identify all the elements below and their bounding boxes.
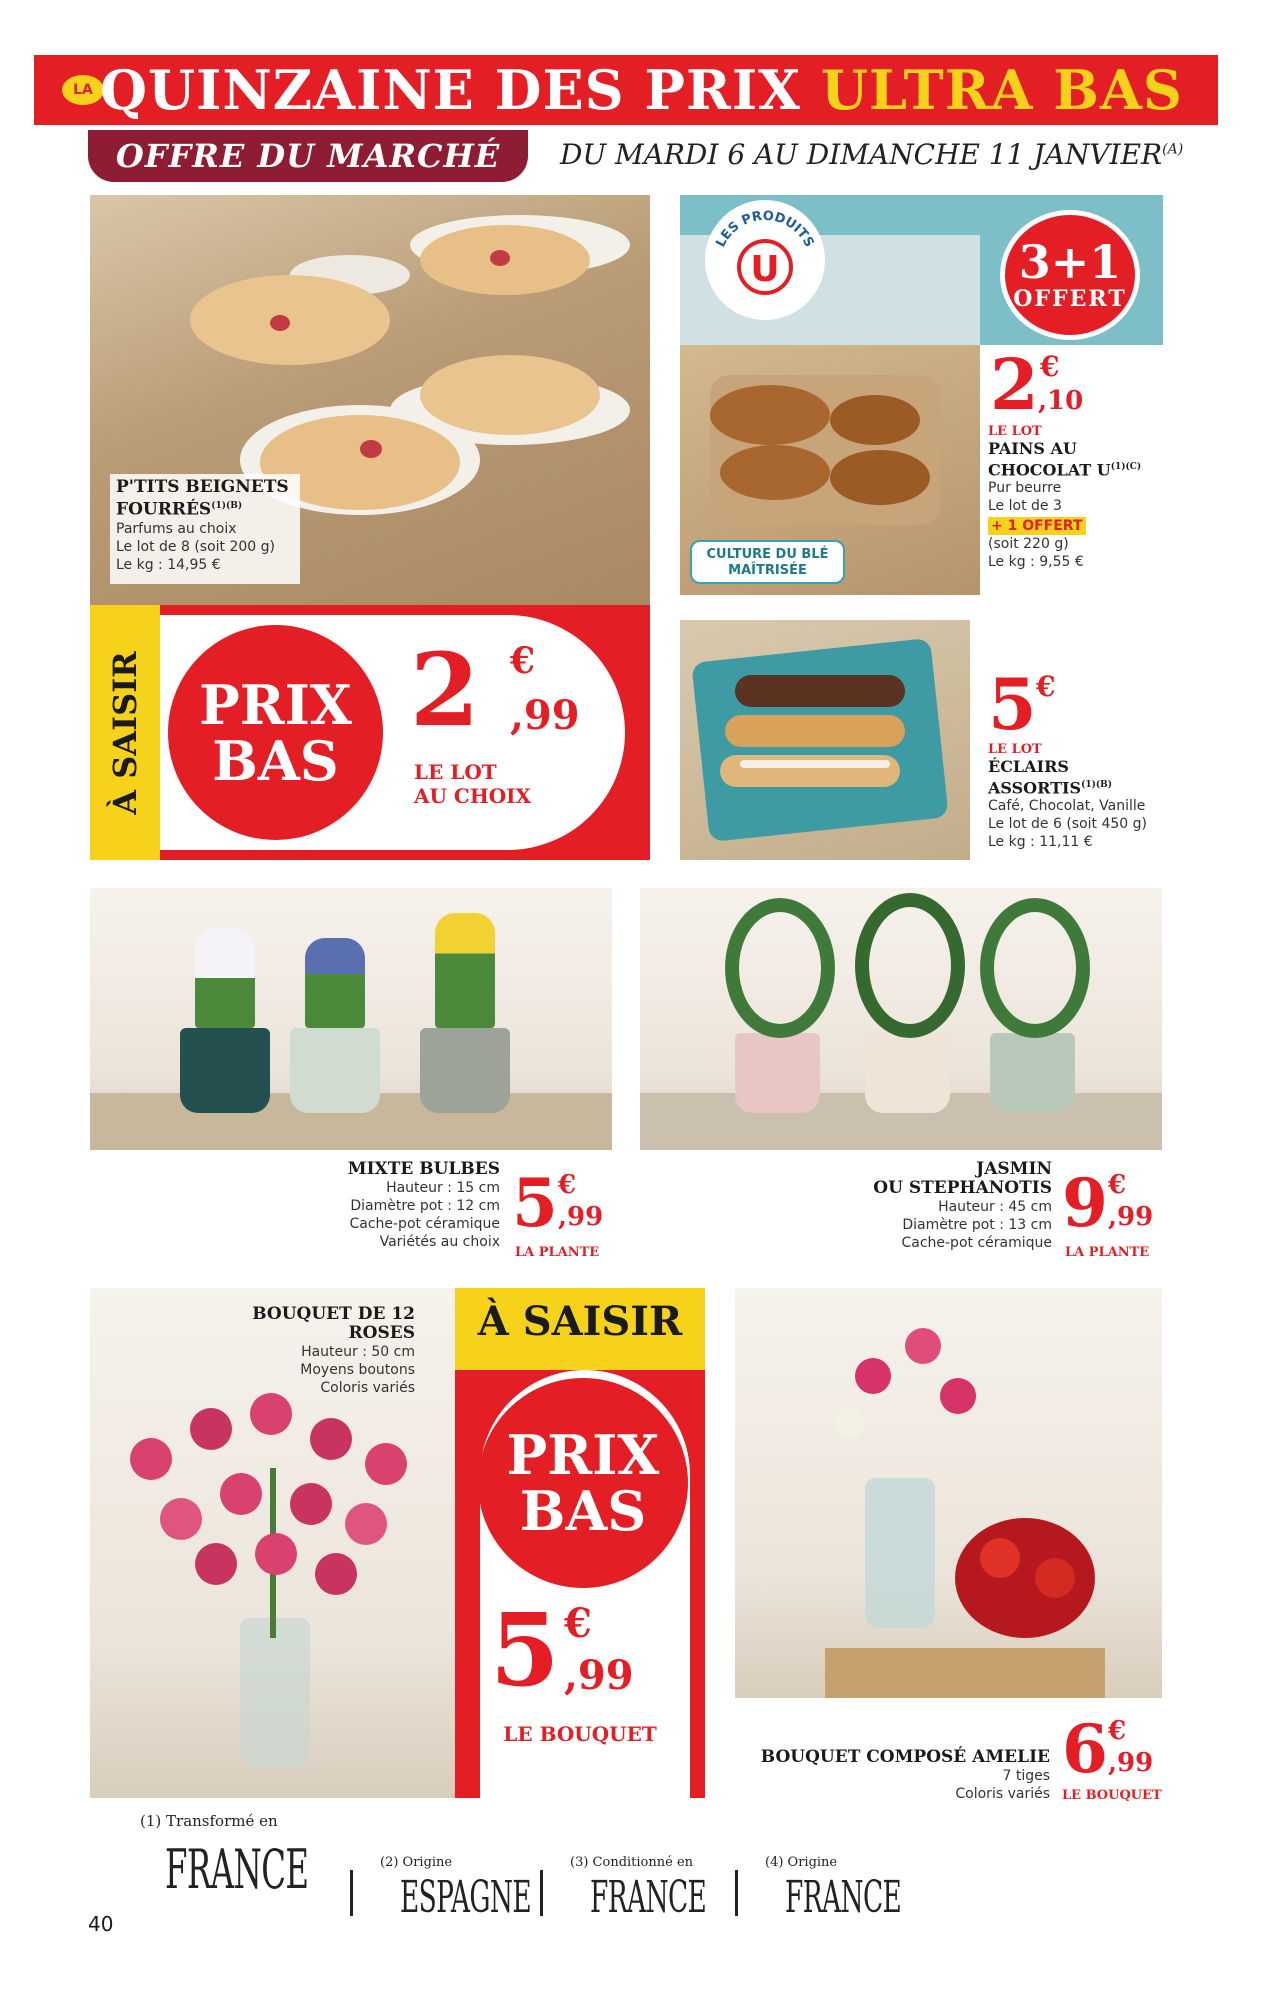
eclairs-text bbox=[988, 742, 1163, 851]
roses-detail-1: Hauteur : 50 cm bbox=[301, 1344, 415, 1360]
pains-price-cur: € bbox=[1040, 350, 1060, 383]
la-badge: LA bbox=[62, 75, 104, 105]
prix-bas-circle bbox=[168, 625, 383, 840]
roses-title: BOUQUET DE 12 ROSES bbox=[252, 1304, 415, 1343]
jasmin-detail-1: Hauteur : 45 cm bbox=[938, 1199, 1052, 1215]
pains-unit: LE LOT bbox=[988, 424, 1042, 439]
promo1-unit bbox=[414, 760, 604, 808]
footer-divider-2 bbox=[540, 1870, 543, 1916]
saisir-vertical-label bbox=[90, 605, 160, 860]
offer-dates bbox=[560, 138, 1220, 178]
note4-value: FRANCE bbox=[785, 1872, 902, 1923]
jasmin-text bbox=[830, 1160, 1052, 1252]
eclairs-detail-2: Le lot de 6 (soit 450 g) bbox=[988, 816, 1147, 833]
bulbes-title: MIXTE BULBES bbox=[347, 1159, 500, 1179]
bulbes-detail-3: Cache-pot céramique bbox=[349, 1216, 500, 1232]
culture-line-1: CULTURE DU BLÉ bbox=[706, 547, 829, 562]
pains-detail-3: (soit 220 g) bbox=[988, 536, 1069, 553]
title-part1: QUINZAINE DES PRIX bbox=[100, 58, 802, 122]
offert-badge bbox=[1000, 210, 1140, 340]
promo2-saisir: À SAISIR bbox=[477, 1298, 683, 1345]
promo1-price-cur: € bbox=[510, 640, 536, 682]
pains-note: (1)(C) bbox=[1110, 462, 1142, 472]
pains-price bbox=[990, 343, 1150, 426]
saisir-text: À SAISIR bbox=[106, 650, 145, 815]
jasmin-price-cents: ,99 bbox=[1108, 1202, 1154, 1232]
roses-detail-2: Moyens boutons bbox=[300, 1362, 415, 1378]
amelie-title: BOUQUET COMPOSÉ AMELIE bbox=[760, 1747, 1050, 1767]
jasmin-detail-2: Diamètre pot : 13 cm bbox=[902, 1217, 1052, 1233]
roses-detail-3: Coloris variés bbox=[320, 1380, 415, 1396]
amelie-price-cur: € bbox=[1108, 1716, 1127, 1746]
beignets-detail-2: Le lot de 8 (soit 200 g) bbox=[116, 538, 275, 555]
les-produits-u-logo bbox=[700, 195, 830, 325]
eclairs-unit: LE LOT bbox=[988, 742, 1042, 757]
note2-value: ESPAGNE bbox=[400, 1872, 532, 1923]
eclairs-title-2: ASSORTIS bbox=[988, 778, 1082, 798]
pains-price-int: 2 bbox=[990, 343, 1039, 426]
promo2-bas-text: BAS bbox=[519, 1479, 647, 1543]
footer-divider-3 bbox=[735, 1870, 738, 1916]
amelie-text bbox=[760, 1748, 1050, 1803]
pains-detail-2: Le lot de 3 bbox=[988, 498, 1062, 515]
culture-badge bbox=[690, 540, 845, 584]
beignets-title-1: P'TITS BEIGNETS bbox=[116, 477, 289, 497]
bulbes-price-cur: € bbox=[558, 1170, 577, 1200]
prix-text: PRIX bbox=[199, 672, 352, 737]
eclairs-note: (1)(B) bbox=[1081, 780, 1112, 790]
promo1-unit-2: AU CHOIX bbox=[414, 784, 532, 808]
amelie-photo bbox=[735, 1288, 1162, 1698]
offert-badge-small: OFFERT bbox=[1013, 286, 1127, 312]
beignets-text bbox=[110, 474, 300, 584]
offert-badge-big: 3+1 bbox=[1018, 235, 1122, 289]
jasmin-photo bbox=[640, 888, 1162, 1150]
brand-letter: U bbox=[750, 249, 780, 290]
pains-text bbox=[988, 424, 1163, 571]
jasmin-unit: LA PLANTE bbox=[1065, 1245, 1150, 1260]
promo1-price-int: 2 bbox=[410, 631, 480, 749]
footer-divider-1 bbox=[350, 1870, 353, 1916]
note3-label: (3) Conditionné en bbox=[570, 1855, 694, 1870]
brand-arc-text: LES PRODUITS bbox=[713, 208, 817, 250]
amelie-price-int: 6 bbox=[1062, 1710, 1108, 1788]
jasmin-title-1: JASMIN bbox=[976, 1159, 1052, 1179]
jasmin-title-2: OU STEPHANOTIS bbox=[873, 1178, 1052, 1198]
jasmin-detail-3: Cache-pot céramique bbox=[901, 1235, 1052, 1251]
jasmin-price-int: 9 bbox=[1062, 1164, 1108, 1242]
eclairs-title-1: ÉCLAIRS bbox=[988, 757, 1069, 776]
beignets-detail-3: Le kg : 14,95 € bbox=[116, 556, 221, 573]
dates-note: (A) bbox=[1162, 141, 1184, 158]
eclairs-price-int: 5 bbox=[988, 663, 1037, 746]
pains-detail-1: Pur beurre bbox=[988, 480, 1062, 497]
amelie-unit: LE BOUQUET bbox=[1062, 1788, 1162, 1803]
page-title bbox=[100, 60, 1210, 120]
amelie-price-cents: ,99 bbox=[1108, 1748, 1154, 1778]
beignets-note: (1)(B) bbox=[211, 501, 243, 511]
bulbes-price bbox=[512, 1164, 622, 1242]
bulbes-detail-2: Diamètre pot : 12 cm bbox=[350, 1198, 500, 1214]
bulbes-photo bbox=[90, 888, 612, 1150]
bulbes-unit: LA PLANTE bbox=[515, 1245, 600, 1260]
promo2-price-int: 5 bbox=[490, 1591, 560, 1709]
culture-line-2: MAÎTRISÉE bbox=[728, 563, 807, 578]
note1-label: (1) Transformé en bbox=[140, 1812, 278, 1830]
promo2-prix-text: PRIX bbox=[506, 1423, 660, 1487]
dates-text: DU MARDI 6 AU DIMANCHE 11 JANVIER bbox=[560, 138, 1163, 171]
eclairs-price-cur: € bbox=[1036, 670, 1056, 703]
eclairs-price bbox=[988, 663, 1128, 746]
pains-highlight: + 1 OFFERT bbox=[988, 517, 1086, 535]
roses-text bbox=[185, 1305, 415, 1397]
bulbes-price-cents: ,99 bbox=[558, 1202, 604, 1232]
promo2-unit: LE BOUQUET bbox=[503, 1722, 657, 1746]
promo1-unit-1: LE LOT bbox=[414, 760, 497, 784]
promo1-price-cents: ,99 bbox=[510, 692, 580, 739]
bulbes-detail-4: Variétés au choix bbox=[379, 1234, 500, 1250]
note4-label: (4) Origine bbox=[765, 1855, 838, 1870]
promo2-price bbox=[490, 1591, 670, 1710]
eclairs-detail-1: Café, Chocolat, Vanille bbox=[988, 798, 1146, 815]
eclairs-photo bbox=[680, 620, 970, 860]
bulbes-text bbox=[280, 1160, 500, 1251]
promo1-price bbox=[410, 631, 610, 750]
promo2-prix-bas-circle bbox=[478, 1378, 688, 1588]
pains-price-cents: ,10 bbox=[1038, 386, 1084, 416]
eclairs-detail-3: Le kg : 11,11 € bbox=[988, 834, 1093, 851]
pains-title-2-wrap bbox=[988, 458, 1163, 479]
pains-title-2: CHOCOLAT U bbox=[988, 460, 1111, 480]
title-part2: ULTRA BAS bbox=[820, 58, 1183, 122]
pains-title-1: PAINS AU bbox=[988, 439, 1077, 458]
jasmin-price bbox=[1062, 1164, 1172, 1242]
bulbes-price-int: 5 bbox=[512, 1164, 558, 1242]
note3-value: FRANCE bbox=[590, 1872, 707, 1923]
pains-detail-4: Le kg : 9,55 € bbox=[988, 554, 1084, 571]
beignets-title-2-wrap bbox=[116, 497, 294, 520]
note1-value: FRANCE bbox=[165, 1838, 309, 1901]
amelie-detail-1: 7 tiges bbox=[1002, 1768, 1050, 1784]
promo2-price-cents: ,99 bbox=[564, 1652, 634, 1699]
amelie-detail-2: Coloris variés bbox=[955, 1786, 1050, 1802]
promo2-price-cur: € bbox=[564, 1600, 592, 1647]
jasmin-price-cur: € bbox=[1108, 1170, 1127, 1200]
bas-text: BAS bbox=[212, 728, 339, 793]
eclairs-title-2-wrap bbox=[988, 776, 1163, 797]
beignets-title-2: FOURRÉS bbox=[116, 499, 212, 520]
note2-label: (2) Origine bbox=[380, 1855, 453, 1870]
bulbes-detail-1: Hauteur : 15 cm bbox=[386, 1180, 500, 1196]
amelie-price bbox=[1062, 1710, 1172, 1788]
offre-du-marche-label: OFFRE DU MARCHÉ bbox=[88, 130, 528, 182]
beignets-detail-1: Parfums au choix bbox=[116, 520, 237, 537]
page-number: 40 bbox=[88, 1912, 114, 1936]
